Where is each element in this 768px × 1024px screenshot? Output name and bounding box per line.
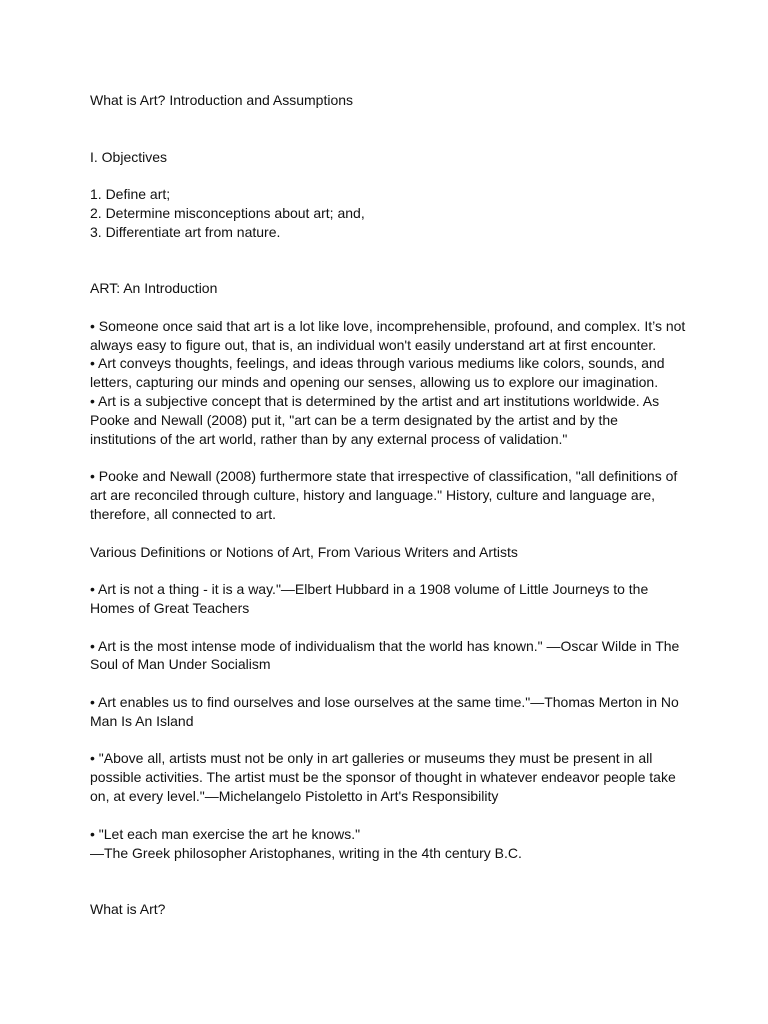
what-is-art-heading: What is Art?	[90, 901, 166, 917]
intro-bullet-2-line-1: • Art conveys thoughts, feelings, and ideas through various mediums like colors, sounds, and	[90, 355, 665, 371]
intro-bullet-2-line-2: letters, capturing our minds and opening our senses, allowing us to explore our imagination.	[90, 374, 659, 390]
definitions-heading: Various Definitions or Notions of Art, From Various Writers and Artists	[90, 544, 518, 560]
quote-3-line-1: • Art enables us to find ourselves and lose ourselves at the same time."—Thomas Merton in No	[90, 694, 679, 710]
quote-4-line-1: • "Above all, artists must not be only in art galleries or museums they must be present in all	[90, 750, 653, 766]
intro-bullet-3-line-3: institutions of the art world, rather than by any external process of validation."	[90, 431, 568, 447]
objective-item-2: 2. Determine misconceptions about art; and,	[90, 205, 365, 221]
objective-item-1: 1. Define art;	[90, 186, 171, 202]
intro-bullet-4-line-3: therefore, all connected to art.	[90, 506, 276, 522]
intro-bullet-1-line-1: • Someone once said that art is a lot like love, incomprehensible, profound, and complex. It’s not	[90, 318, 686, 334]
objective-item-3: 3. Differentiate art from nature.	[90, 224, 281, 240]
intro-bullet-4-line-2: art are reconciled through culture, history and language." History, culture and language are,	[90, 487, 656, 503]
document-title: What is Art? Introduction and Assumptions	[90, 92, 354, 108]
quote-1-line-1: • Art is not a thing - it is a way."—Elbert Hubbard in a 1908 volume of Little Journeys to the	[90, 581, 649, 597]
quote-4-line-2: possible activities. The artist must be the sponsor of thought in whatever endeavor people take	[90, 769, 676, 785]
intro-bullet-1-line-2: always easy to figure out, that is, an individual won't easily understand art at first encounter.	[90, 337, 657, 353]
quote-4-line-3: on, at every level."—Michelangelo Pistoletto in Art's Responsibility	[90, 788, 499, 804]
quote-1-line-2: Homes of Great Teachers	[90, 600, 250, 616]
intro-heading: ART: An Introduction	[90, 280, 218, 296]
intro-bullet-3-line-1: • Art is a subjective concept that is determined by the artist and art institutions worldwide. As	[90, 393, 660, 409]
objectives-heading: I. Objectives	[90, 149, 168, 165]
quote-2-line-2: Soul of Man Under Socialism	[90, 656, 271, 672]
quote-3-line-2: Man Is An Island	[90, 713, 194, 729]
quote-5-line-2: —The Greek philosopher Aristophanes, writing in the 4th century B.C.	[90, 845, 522, 861]
quote-5-line-1: • "Let each man exercise the art he knows."	[90, 826, 361, 842]
intro-bullet-3-line-2: Pooke and Newall (2008) put it, "art can be a term designated by the artist and by the	[90, 412, 618, 428]
quote-2-line-1: • Art is the most intense mode of individualism that the world has known." —Oscar Wilde in The	[90, 638, 680, 654]
intro-bullet-4-line-1: • Pooke and Newall (2008) furthermore state that irrespective of classification, "all definitions of	[90, 468, 678, 484]
